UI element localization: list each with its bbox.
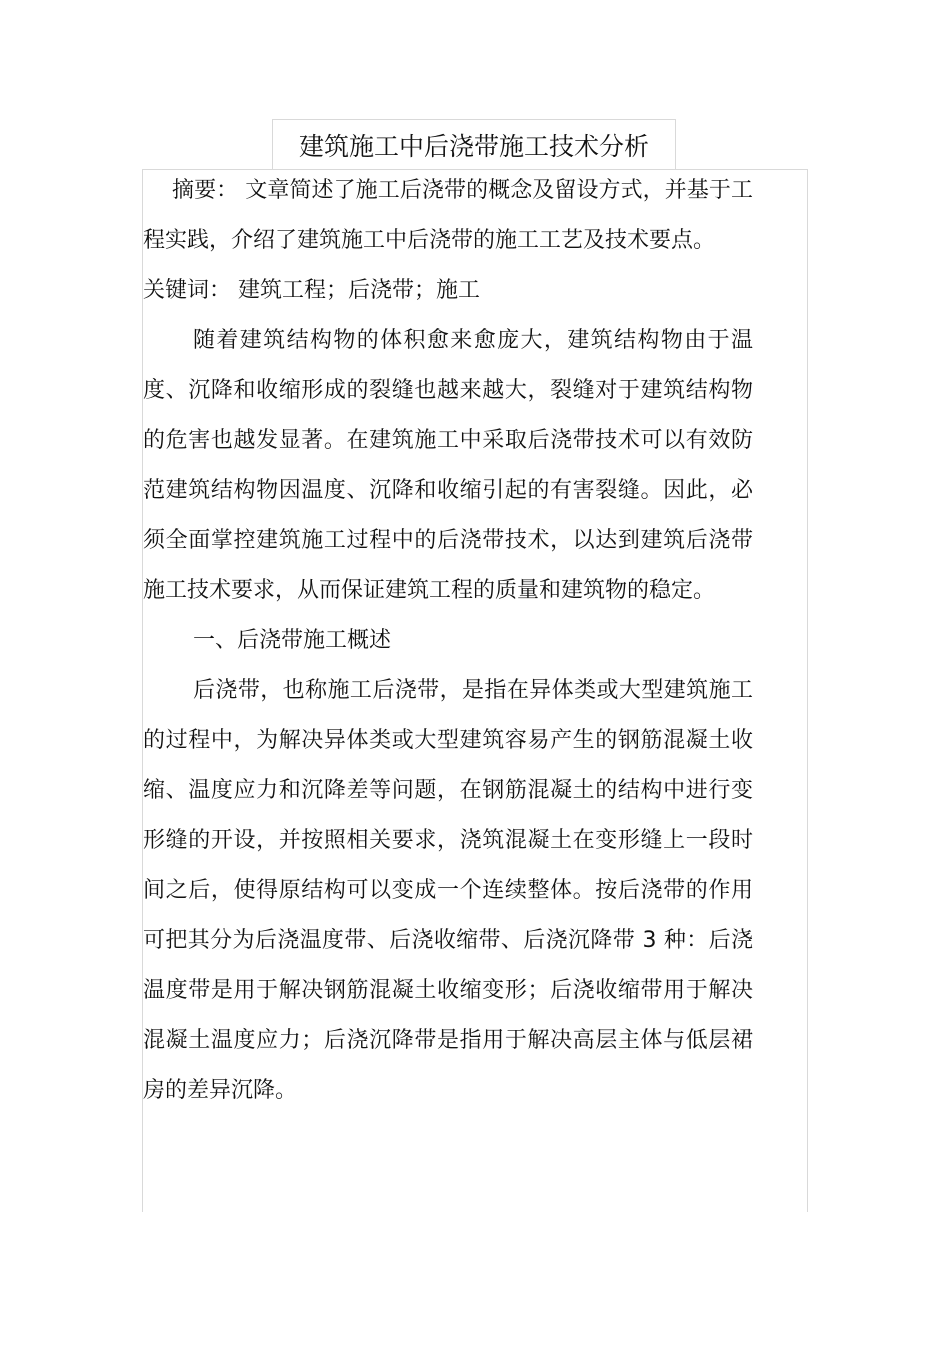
document-title: 建筑施工中后浇带施工技术分析 [298, 132, 649, 161]
keywords-line: 关键词： 建筑工程；后浇带；施工 [143, 278, 480, 303]
intro-paragraph: 随着建筑结构物的体积愈来愈庞大，建筑结构物由于温度、沉降和收缩形成的裂缝也越来越大，裂缝对于建筑结构物的危害也越发显著。在建筑施工中采取后浇带技术可以有效防范建筑结构物因温度、沉降和收缩引起的有害裂缝。因此，必须全面掌控建筑施工过程中的后浇带技术，以达到建筑后浇带施工技术要求，从而保证建筑工程的质量和建筑物的稳定。 [143, 328, 753, 603]
section-heading: 一、后浇带施工概述 [193, 628, 392, 653]
document-body [143, 166, 753, 1116]
abstract-paragraph: 摘要： 文章简述了施工后浇带的概念及留设方式，并基于工程实践，介绍了建筑施工中后浇带的施工工艺及技术要点。 [143, 178, 753, 253]
section-paragraph: 后浇带，也称施工后浇带，是指在异体类或大型建筑施工的过程中，为解决异体类或大型建筑容易产生的钢筋混凝土收缩、温度应力和沉降差等问题，在钢筋混凝土的结构中进行变形缝的开设，并按照相关要求，浇筑混凝土在变形缝上一段时间之后，使得原结构可以变成一个连续整体。按后浇带的作用可把其分为后浇温度带、后浇收缩带、后浇沉降带 3 种：后浇温度带是用于解决钢筋混凝土收缩变形；后浇收缩带用于解决混凝土温度应力；后浇沉降带是指用于解决高层主体与低层裙房的差异沉降。 [143, 678, 753, 1103]
